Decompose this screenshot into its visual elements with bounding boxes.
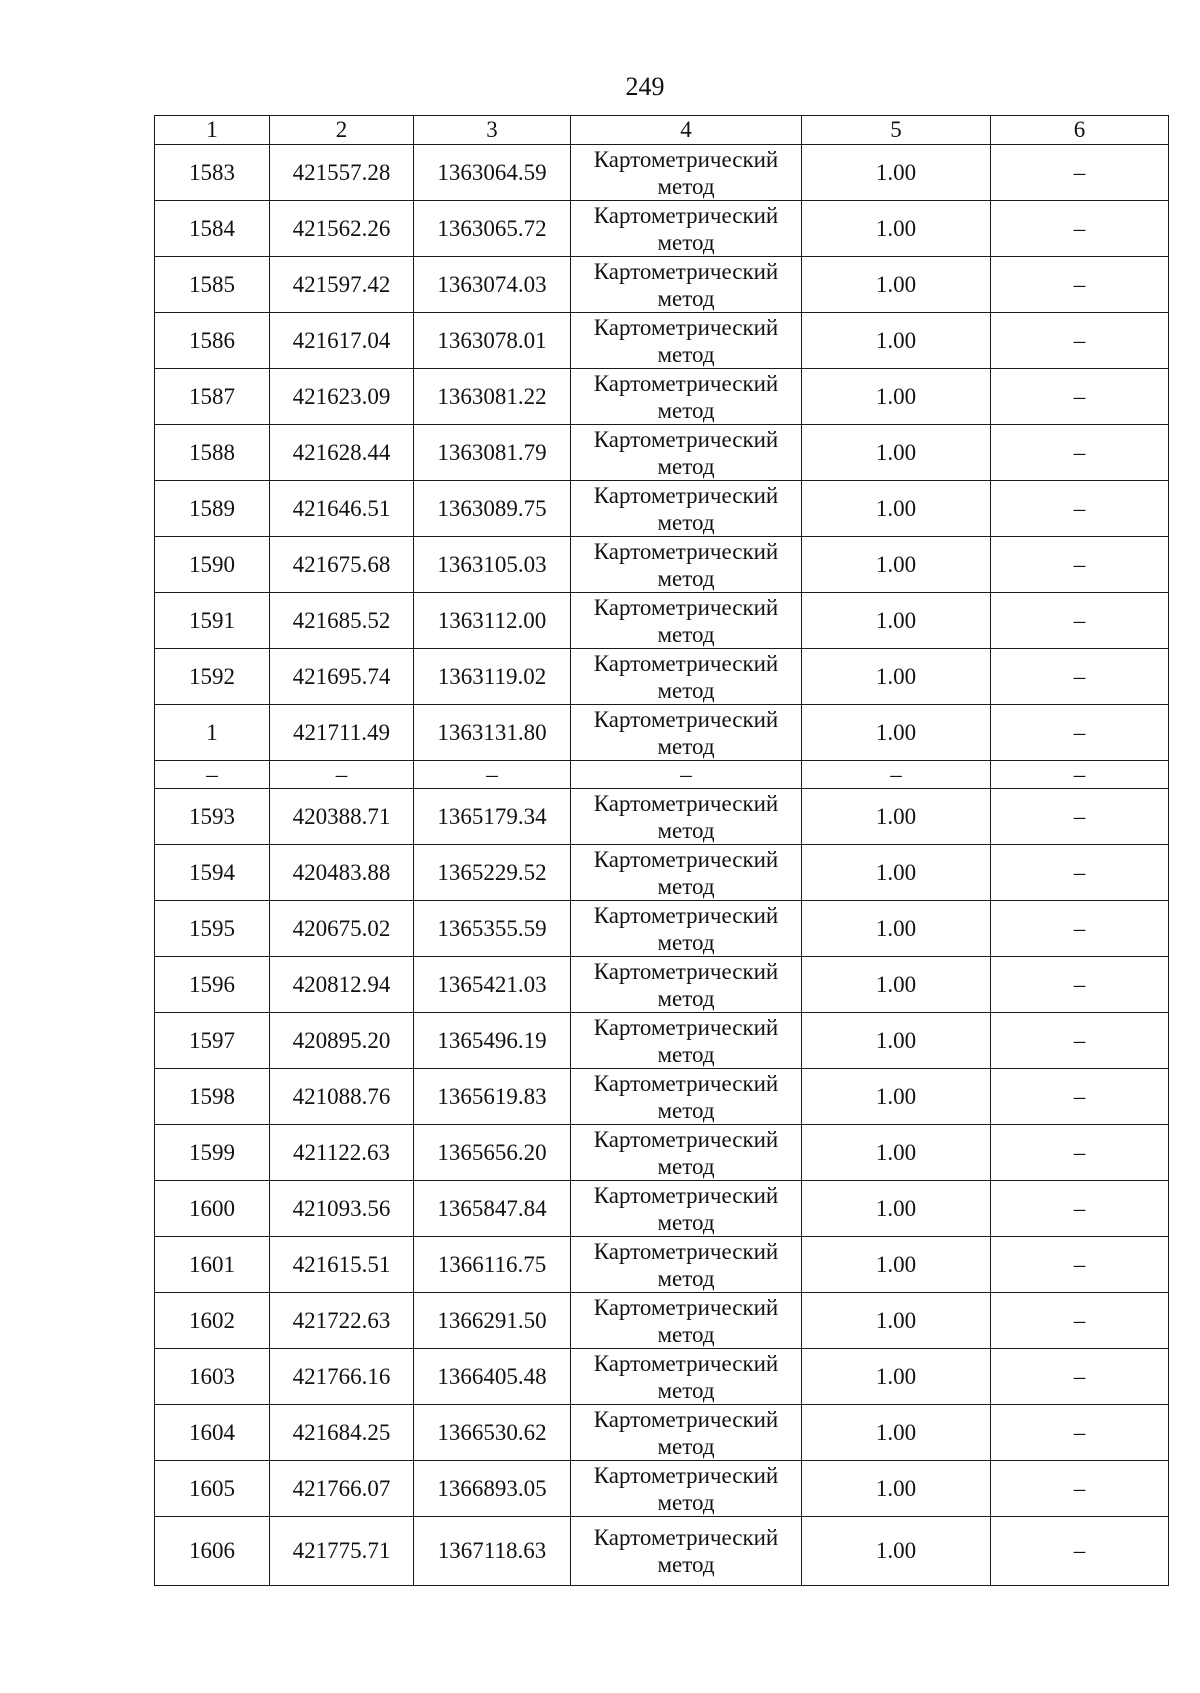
header-cell: 5: [802, 116, 991, 145]
y-coordinate-cell: 1363081.79: [414, 425, 571, 481]
x-coordinate-cell: 420483.88: [270, 845, 414, 901]
x-coordinate-cell: 421088.76: [270, 1069, 414, 1125]
method-cell: [571, 425, 802, 481]
accuracy-cell: 1.00: [802, 901, 991, 957]
point-number-cell: 1602: [155, 1293, 270, 1349]
x-coordinate-cell: 421684.25: [270, 1405, 414, 1461]
method-cell: [571, 1069, 802, 1125]
x-coordinate-cell: 421615.51: [270, 1237, 414, 1293]
method-cell: [571, 1181, 802, 1237]
method-text: Картометрический метод: [593, 902, 779, 955]
note-cell: –: [991, 257, 1169, 313]
point-number-cell: 1596: [155, 957, 270, 1013]
table-row: [155, 649, 1169, 705]
method-text: Картометрический метод: [593, 314, 779, 367]
method-text: Картометрический метод: [593, 426, 779, 479]
method-text: Картометрический метод: [593, 706, 779, 759]
y-coordinate-cell: 1363112.00: [414, 593, 571, 649]
note-cell: –: [991, 1405, 1169, 1461]
method-cell: [571, 201, 802, 257]
header-cell: 4: [571, 116, 802, 145]
note-cell: –: [991, 1013, 1169, 1069]
method-text: Картометрический метод: [593, 1126, 779, 1179]
method-cell: [571, 1125, 802, 1181]
table-row: [155, 901, 1169, 957]
table-row: [155, 1461, 1169, 1517]
page-number: 249: [625, 72, 665, 101]
method-text: Картометрический метод: [593, 790, 779, 843]
x-coordinate-cell: 421775.71: [270, 1517, 414, 1586]
note-cell: –: [991, 537, 1169, 593]
table-row: [155, 313, 1169, 369]
y-coordinate-cell: 1363089.75: [414, 481, 571, 537]
table-row: [155, 1181, 1169, 1237]
accuracy-cell: 1.00: [802, 1069, 991, 1125]
header-cell: 2: [270, 116, 414, 145]
accuracy-cell: –: [802, 761, 991, 789]
coordinates-table: [154, 115, 1169, 1586]
table-row: [155, 789, 1169, 845]
accuracy-cell: 1.00: [802, 1125, 991, 1181]
accuracy-cell: 1.00: [802, 425, 991, 481]
method-cell: [571, 257, 802, 313]
note-cell: –: [991, 145, 1169, 201]
x-coordinate-cell: 421695.74: [270, 649, 414, 705]
note-cell: –: [991, 593, 1169, 649]
x-coordinate-cell: 421722.63: [270, 1293, 414, 1349]
point-number-cell: 1599: [155, 1125, 270, 1181]
table-row: [155, 845, 1169, 901]
note-cell: –: [991, 313, 1169, 369]
method-cell: [571, 705, 802, 761]
note-cell: –: [991, 201, 1169, 257]
accuracy-cell: 1.00: [802, 145, 991, 201]
method-cell: [571, 1237, 802, 1293]
table-row: [155, 1349, 1169, 1405]
x-coordinate-cell: 421675.68: [270, 537, 414, 593]
point-number-cell: –: [155, 761, 270, 789]
y-coordinate-cell: 1365496.19: [414, 1013, 571, 1069]
method-text: Картометрический метод: [593, 846, 779, 899]
point-number-cell: 1584: [155, 201, 270, 257]
table-row: [155, 705, 1169, 761]
x-coordinate-cell: 421766.07: [270, 1461, 414, 1517]
accuracy-cell: 1.00: [802, 1013, 991, 1069]
table-row: [155, 1013, 1169, 1069]
y-coordinate-cell: 1366116.75: [414, 1237, 571, 1293]
table-row: [155, 1405, 1169, 1461]
note-cell: –: [991, 1181, 1169, 1237]
table-row: [155, 425, 1169, 481]
point-number-cell: 1: [155, 705, 270, 761]
accuracy-cell: 1.00: [802, 537, 991, 593]
method-text: Картометрический метод: [593, 538, 779, 591]
accuracy-cell: 1.00: [802, 1405, 991, 1461]
point-number-cell: 1600: [155, 1181, 270, 1237]
point-number-cell: 1589: [155, 481, 270, 537]
accuracy-cell: 1.00: [802, 705, 991, 761]
note-cell: –: [991, 1461, 1169, 1517]
note-cell: –: [991, 1349, 1169, 1405]
table-row: [155, 481, 1169, 537]
method-text: Картометрический метод: [593, 482, 779, 535]
table-row: [155, 957, 1169, 1013]
note-cell: –: [991, 705, 1169, 761]
y-coordinate-cell: 1365229.52: [414, 845, 571, 901]
point-number-cell: 1597: [155, 1013, 270, 1069]
table-row: [155, 1125, 1169, 1181]
method-cell: [571, 1405, 802, 1461]
note-cell: –: [991, 1069, 1169, 1125]
accuracy-cell: 1.00: [802, 1181, 991, 1237]
method-cell: [571, 1349, 802, 1405]
note-cell: –: [991, 425, 1169, 481]
accuracy-cell: 1.00: [802, 313, 991, 369]
x-coordinate-cell: 421093.56: [270, 1181, 414, 1237]
x-coordinate-cell: 421617.04: [270, 313, 414, 369]
method-text: Картометрический метод: [593, 1525, 779, 1577]
method-cell: [571, 789, 802, 845]
x-coordinate-cell: 421597.42: [270, 257, 414, 313]
accuracy-cell: 1.00: [802, 1237, 991, 1293]
point-number-cell: 1592: [155, 649, 270, 705]
y-coordinate-cell: –: [414, 761, 571, 789]
x-coordinate-cell: –: [270, 761, 414, 789]
y-coordinate-cell: 1363078.01: [414, 313, 571, 369]
y-coordinate-cell: 1366893.05: [414, 1461, 571, 1517]
accuracy-cell: 1.00: [802, 481, 991, 537]
accuracy-cell: 1.00: [802, 1461, 991, 1517]
y-coordinate-cell: 1365355.59: [414, 901, 571, 957]
table-row: [155, 201, 1169, 257]
accuracy-cell: 1.00: [802, 257, 991, 313]
accuracy-cell: 1.00: [802, 789, 991, 845]
note-cell: –: [991, 845, 1169, 901]
y-coordinate-cell: 1365656.20: [414, 1125, 571, 1181]
method-text: Картометрический метод: [593, 958, 779, 1011]
table-row: [155, 257, 1169, 313]
x-coordinate-cell: 421711.49: [270, 705, 414, 761]
point-number-cell: 1588: [155, 425, 270, 481]
point-number-cell: 1598: [155, 1069, 270, 1125]
y-coordinate-cell: 1366530.62: [414, 1405, 571, 1461]
accuracy-cell: 1.00: [802, 649, 991, 705]
method-cell: [571, 313, 802, 369]
point-number-cell: 1601: [155, 1237, 270, 1293]
accuracy-cell: 1.00: [802, 957, 991, 1013]
note-cell: –: [991, 761, 1169, 789]
point-number-cell: 1585: [155, 257, 270, 313]
method-cell: [571, 481, 802, 537]
x-coordinate-cell: 421562.26: [270, 201, 414, 257]
x-coordinate-cell: 420812.94: [270, 957, 414, 1013]
method-text: Картометрический метод: [593, 1294, 779, 1347]
method-text: Картометрический метод: [593, 146, 779, 199]
y-coordinate-cell: 1365179.34: [414, 789, 571, 845]
x-coordinate-cell: 420388.71: [270, 789, 414, 845]
method-text: Картометрический метод: [593, 1182, 779, 1235]
y-coordinate-cell: 1365847.84: [414, 1181, 571, 1237]
method-cell: [571, 145, 802, 201]
y-coordinate-cell: 1363119.02: [414, 649, 571, 705]
header-cell: 3: [414, 116, 571, 145]
table-row: [155, 369, 1169, 425]
y-coordinate-cell: 1365421.03: [414, 957, 571, 1013]
y-coordinate-cell: 1363131.80: [414, 705, 571, 761]
accuracy-cell: 1.00: [802, 201, 991, 257]
y-coordinate-cell: 1363081.22: [414, 369, 571, 425]
method-cell: [571, 901, 802, 957]
method-text: Картометрический метод: [593, 370, 779, 423]
point-number-cell: 1605: [155, 1461, 270, 1517]
table-row: [155, 1237, 1169, 1293]
point-number-cell: 1594: [155, 845, 270, 901]
point-number-cell: 1590: [155, 537, 270, 593]
point-number-cell: 1591: [155, 593, 270, 649]
accuracy-cell: 1.00: [802, 845, 991, 901]
note-cell: –: [991, 957, 1169, 1013]
method-cell: [571, 593, 802, 649]
method-cell: [571, 1461, 802, 1517]
method-text: Картометрический метод: [593, 1350, 779, 1403]
point-number-cell: 1603: [155, 1349, 270, 1405]
point-number-cell: 1593: [155, 789, 270, 845]
x-coordinate-cell: 421122.63: [270, 1125, 414, 1181]
y-coordinate-cell: 1363064.59: [414, 145, 571, 201]
note-cell: –: [991, 789, 1169, 845]
x-coordinate-cell: 421685.52: [270, 593, 414, 649]
method-text: Картометрический метод: [593, 1238, 779, 1291]
method-text: Картометрический метод: [593, 202, 779, 255]
point-number-cell: 1595: [155, 901, 270, 957]
method-text: Картометрический метод: [593, 1014, 779, 1067]
table-row: [155, 1069, 1169, 1125]
method-text: Картометрический метод: [593, 258, 779, 311]
note-cell: –: [991, 481, 1169, 537]
accuracy-cell: 1.00: [802, 1517, 991, 1586]
header-row: [155, 116, 1169, 145]
header-cell: 6: [991, 116, 1169, 145]
note-cell: –: [991, 1125, 1169, 1181]
table-row: [155, 145, 1169, 201]
point-number-cell: 1586: [155, 313, 270, 369]
method-text: Картометрический метод: [593, 1462, 779, 1515]
y-coordinate-cell: 1366291.50: [414, 1293, 571, 1349]
table-row: [155, 1293, 1169, 1349]
method-text: Картометрический метод: [593, 1070, 779, 1123]
method-text: Картометрический метод: [593, 594, 779, 647]
point-number-cell: 1606: [155, 1517, 270, 1586]
point-number-cell: 1604: [155, 1405, 270, 1461]
method-cell: [571, 1013, 802, 1069]
y-coordinate-cell: 1363105.03: [414, 537, 571, 593]
method-text: Картометрический метод: [593, 650, 779, 703]
table-row: [155, 537, 1169, 593]
x-coordinate-cell: 420895.20: [270, 1013, 414, 1069]
accuracy-cell: 1.00: [802, 593, 991, 649]
x-coordinate-cell: 421646.51: [270, 481, 414, 537]
note-cell: –: [991, 901, 1169, 957]
point-number-cell: 1583: [155, 145, 270, 201]
x-coordinate-cell: 421628.44: [270, 425, 414, 481]
method-cell: [571, 537, 802, 593]
x-coordinate-cell: 421557.28: [270, 145, 414, 201]
x-coordinate-cell: 420675.02: [270, 901, 414, 957]
method-cell: [571, 369, 802, 425]
method-cell: –: [571, 761, 802, 789]
x-coordinate-cell: 421766.16: [270, 1349, 414, 1405]
note-cell: –: [991, 369, 1169, 425]
table-row: [155, 593, 1169, 649]
table-row: [155, 1517, 1169, 1586]
y-coordinate-cell: 1367118.63: [414, 1517, 571, 1586]
method-cell: [571, 845, 802, 901]
note-cell: –: [991, 1237, 1169, 1293]
y-coordinate-cell: 1365619.83: [414, 1069, 571, 1125]
accuracy-cell: 1.00: [802, 369, 991, 425]
method-text: Картометрический метод: [593, 1406, 779, 1459]
accuracy-cell: 1.00: [802, 1349, 991, 1405]
y-coordinate-cell: 1363065.72: [414, 201, 571, 257]
method-cell: [571, 1293, 802, 1349]
accuracy-cell: 1.00: [802, 1293, 991, 1349]
note-cell: –: [991, 649, 1169, 705]
method-cell: [571, 649, 802, 705]
table-body: [155, 145, 1169, 1586]
separator-row: [155, 761, 1169, 789]
point-number-cell: 1587: [155, 369, 270, 425]
method-cell: [571, 957, 802, 1013]
y-coordinate-cell: 1366405.48: [414, 1349, 571, 1405]
note-cell: –: [991, 1517, 1169, 1586]
method-cell: [571, 1517, 802, 1586]
note-cell: –: [991, 1293, 1169, 1349]
header-cell: 1: [155, 116, 270, 145]
x-coordinate-cell: 421623.09: [270, 369, 414, 425]
y-coordinate-cell: 1363074.03: [414, 257, 571, 313]
